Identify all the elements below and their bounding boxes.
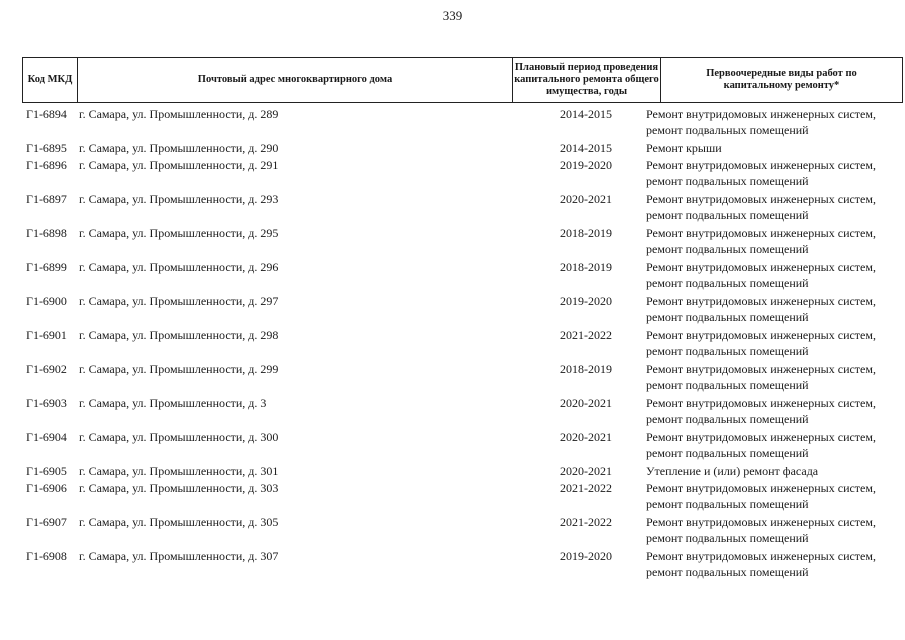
row-address: г. Самара, ул. Промышленности, д. 305 [79, 515, 279, 529]
page-number: 339 [442, 8, 463, 23]
row-period: 2021-2022 [560, 328, 612, 342]
row-period: 2020-2021 [560, 192, 612, 206]
row-works: Ремонт внутридомовых инженерных систем, ремонт подвальных помещений [646, 294, 876, 324]
row-period: 2020-2021 [560, 464, 612, 478]
row-works: Ремонт внутридомовых инженерных систем, ремонт подвальных помещений [646, 515, 876, 545]
row-works: Ремонт внутридомовых инженерных систем, ремонт подвальных помещений [646, 192, 876, 222]
row-address: г. Самара, ул. Промышленности, д. 295 [79, 226, 279, 240]
row-works: Ремонт внутридомовых инженерных систем, ремонт подвальных помещений [646, 107, 876, 137]
table-row [22, 548, 903, 582]
table-row [22, 361, 903, 395]
row-works: Ремонт внутридомовых инженерных систем, ремонт подвальных помещений [646, 260, 876, 290]
row-address: г. Самара, ул. Промышленности, д. 297 [79, 294, 279, 308]
row-address: г. Самара, ул. Промышленности, д. 293 [79, 192, 279, 206]
row-period: 2018-2019 [560, 260, 612, 274]
row-code: Г1-6901 [26, 328, 67, 342]
column-header-period: Плановый период проведения капитального ремонта общего имущества, годы [512, 58, 660, 102]
column-header-address: Почтовый адрес многоквартирного дома [77, 58, 512, 102]
row-period: 2018-2019 [560, 226, 612, 240]
row-period: 2020-2021 [560, 396, 612, 410]
row-code: Г1-6906 [26, 481, 67, 495]
row-address: г. Самара, ул. Промышленности, д. 296 [79, 260, 279, 274]
row-period: 2021-2022 [560, 481, 612, 495]
row-code: Г1-6899 [26, 260, 67, 274]
row-code: Г1-6908 [26, 549, 67, 563]
row-code: Г1-6903 [26, 396, 67, 410]
row-address: г. Самара, ул. Промышленности, д. 298 [79, 328, 279, 342]
row-works: Ремонт внутридомовых инженерных систем, ремонт подвальных помещений [646, 430, 876, 460]
table-row [22, 140, 903, 157]
table-row [22, 225, 903, 259]
row-period: 2014-2015 [560, 141, 612, 155]
row-works: Ремонт внутридомовых инженерных систем, ремонт подвальных помещений [646, 362, 876, 392]
row-works: Утепление и (или) ремонт фасада [646, 464, 819, 478]
row-works: Ремонт внутридомовых инженерных систем, ремонт подвальных помещений [646, 549, 876, 579]
table-row [22, 429, 903, 463]
row-address: г. Самара, ул. Промышленности, д. 299 [79, 362, 279, 376]
row-address: г. Самара, ул. Промышленности, д. 303 [79, 481, 279, 495]
table-row [22, 463, 903, 480]
row-address: г. Самара, ул. Промышленности, д. 289 [79, 107, 279, 121]
row-period: 2019-2020 [560, 549, 612, 563]
row-code: Г1-6900 [26, 294, 67, 308]
row-code: Г1-6905 [26, 464, 67, 478]
row-address: г. Самара, ул. Промышленности, д. 290 [79, 141, 279, 155]
row-code: Г1-6896 [26, 158, 67, 172]
row-code: Г1-6904 [26, 430, 67, 444]
row-works: Ремонт внутридомовых инженерных систем, ремонт подвальных помещений [646, 328, 876, 358]
row-address: г. Самара, ул. Промышленности, д. 301 [79, 464, 279, 478]
row-works: Ремонт внутридомовых инженерных систем, ремонт подвальных помещений [646, 481, 876, 511]
row-code: Г1-6902 [26, 362, 67, 376]
row-address: г. Самара, ул. Промышленности, д. 307 [79, 549, 279, 563]
table-row [22, 293, 903, 327]
row-works: Ремонт внутридомовых инженерных систем, ремонт подвальных помещений [646, 226, 876, 256]
row-period: 2019-2020 [560, 158, 612, 172]
row-address: г. Самара, ул. Промышленности, д. 3 [79, 396, 267, 410]
table-header [22, 57, 903, 103]
row-period: 2020-2021 [560, 430, 612, 444]
table-body [22, 106, 903, 582]
row-works: Ремонт крыши [646, 141, 722, 155]
table-row [22, 514, 903, 548]
table-row [22, 157, 903, 191]
row-code: Г1-6907 [26, 515, 67, 529]
row-code: Г1-6894 [26, 107, 67, 121]
table-row [22, 480, 903, 514]
table-row [22, 327, 903, 361]
table-row [22, 106, 903, 140]
row-period: 2019-2020 [560, 294, 612, 308]
column-header-works: Первоочередные виды работ по капитальному ремонту* [660, 58, 903, 102]
row-code: Г1-6898 [26, 226, 67, 240]
table-row [22, 259, 903, 293]
row-period: 2018-2019 [560, 362, 612, 376]
table-row [22, 191, 903, 225]
row-code: Г1-6897 [26, 192, 67, 206]
row-period: 2021-2022 [560, 515, 612, 529]
row-works: Ремонт внутридомовых инженерных систем, ремонт подвальных помещений [646, 396, 876, 426]
row-period: 2014-2015 [560, 107, 612, 121]
row-address: г. Самара, ул. Промышленности, д. 300 [79, 430, 279, 444]
column-header-code: Код МКД [22, 58, 77, 102]
row-code: Г1-6895 [26, 141, 67, 155]
row-address: г. Самара, ул. Промышленности, д. 291 [79, 158, 279, 172]
table-row [22, 395, 903, 429]
row-works: Ремонт внутридомовых инженерных систем, ремонт подвальных помещений [646, 158, 876, 188]
